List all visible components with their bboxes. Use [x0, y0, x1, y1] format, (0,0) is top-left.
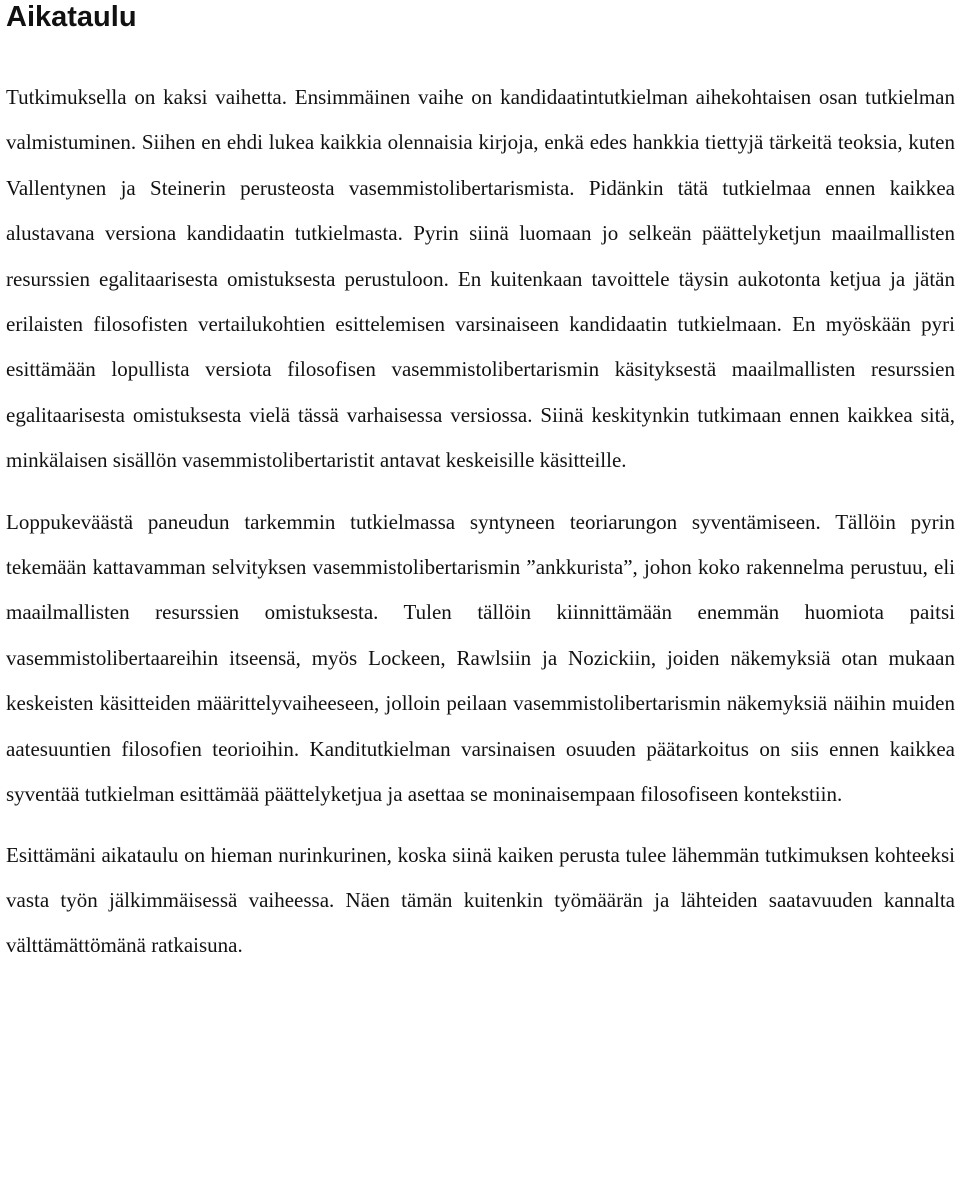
document-page: [6, 0, 955, 969]
paragraph-2: Loppukeväästä paneudun tarkemmin tutkielmassa syntyneen teoriarungon syventämiseen. Tällöin pyrin tekemään kattavamman selvityksen vasemmistolibertarismin ”ankkurista”, johon koko rakennelma perustuu, eli maailmallisten resurssien omistuksesta. Tulen tällöin kiinnittämään enemmän huomiota paitsi vasemmistolibertaareihin itseensä, myös Lockeen, Rawlsiin ja Nozickiin, joiden näkemyksiä otan mukaan keskeisten käsitteiden määrittelyvaiheeseen, jolloin peilaan vasemmistolibertarismin näkemyksiä näihin muiden aatesuuntien filosofien teorioihin. Kanditutkielman varsinaisen osuuden päätarkoitus on siis ennen kaikkea syventää tutkielman esittämää päättelyketjua ja asettaa se moninaisempaan filosofiseen kontekstiin.: [6, 509, 955, 807]
paragraph-1: Tutkimuksella on kaksi vaihetta. Ensimmäinen vaihe on kandidaatintutkielman aihekohtaisen osan tutkielman valmistuminen. Siihen en ehdi lukea kaikkia olennaisia kirjoja, enkä edes hankkia tiettyjä tärkeitä teoksia, kuten Vallentynen ja Steinerin perusteosta vasemmistolibertarismista. Pidänkin tätä tutkielmaa ennen kaikkea alustavana versiona kandidaatin tutkielmasta. Pyrin siinä luomaan jo selkeän päättelyketjun maailmallisten resurssien egalitaarisesta omistuksesta perustuloon. En kuitenkaan tavoittele täysin aukotonta ketjua ja jätän erilaisten filosofisten vertailukohtien esittelemisen varsinaiseen kandidaatin tutkielmaan. En myöskään pyri esittämään lopullista versiota filosofisen vasemmistolibertarismin käsityksestä maailmallisten resurssien egalitaarisesta omistuksesta vielä tässä varhaisessa versiossa. Siinä keskitynkin tutkimaan ennen kaikkea sitä, minkälaisen sisällön vasemmistolibertaristit antavat keskeisille käsitteille.: [6, 85, 955, 473]
paragraph-3: Esittämäni aikataulu on hieman nurinkurinen, koska siinä kaiken perusta tulee lähemmän tutkimuksen kohteeksi vasta työn jälkimmäisessä vaiheessa. Näen tämän kuitenkin työmäärän ja lähteiden saatavuuden kannalta välttämättömänä ratkaisuna.: [6, 842, 955, 958]
section-heading: Aikataulu: [6, 1, 137, 33]
